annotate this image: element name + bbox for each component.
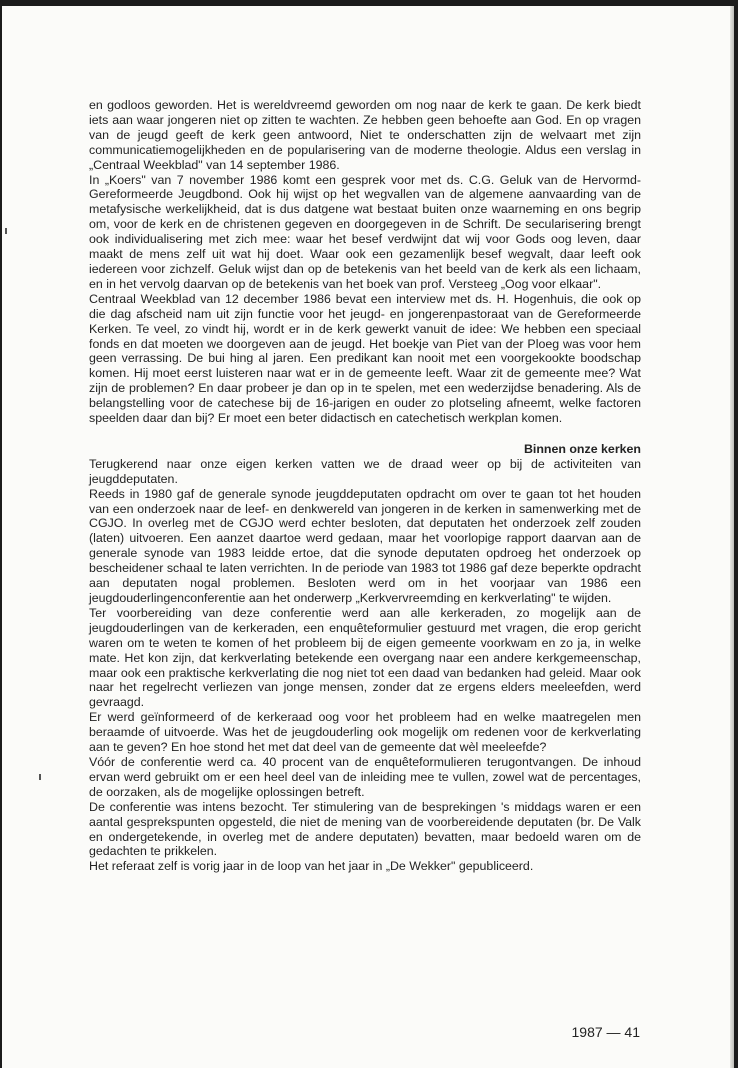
paragraph: Centraal Weekblad van 12 december 1986 bevat een interview met ds. H. Hogenhuis, die ook op die dag afscheid nam uit zijn functie voor het jeugd- en jongerenpastoraat van de Gereformeerde Kerken. Te veel, zo vindt hij, wordt er in de kerk gewerkt vanuit de idee: We hebben een speciaal fonds en dat moeten we doorgeven aan de jeugd. Het boekje van Piet van der Ploeg was voor hem geen verrassing. De bui hing al jaren. Een predikant kan nooit met een voorgekookte boodschap komen. Hij moet eerst luisteren naar wat er in de gemeente leeft. Waar zit de gemeente mee? Wat zijn de problemen? En daar probeer je dan op in te spelen, met een wederzijdse benadering. Als de belangstelling voor de catechese bij de 16-jarigen en ouder zo plotseling afneemt, welke factoren speelden daar dan bij? Er moet een beter didactisch en catechetisch werkplan komen. xyxy=(89,291,641,426)
body-text xyxy=(89,98,641,874)
section-heading: Binnen onze kerken xyxy=(523,441,641,456)
paragraph: De conferentie was intens bezocht. Ter stimulering van de besprekingen 's middags waren er een aantal gesprekspunten opgesteld, die niet de mening van de voorbereidende deputaten (br. De Valk en ondergetekende, in overleg met de andere deputaten) bevatten, maar bedoeld waren om de gedachten te prikkelen. xyxy=(89,799,641,859)
margin-mark xyxy=(39,774,41,780)
paragraph: Vóór de conferentie werd ca. 40 procent van de enquêteformulieren terugontvangen. De inhoud ervan werd gebruikt om er een heel deel van de inleiding mee te vullen, zowel wat de percentages, de oorzaken, als de mogelijke oplossingen betreft. xyxy=(89,754,641,799)
paragraph: Het referaat zelf is vorig jaar in de loop van het jaar in „De Wekker" gepubliceerd. xyxy=(89,859,534,874)
page-number: 1987 — 41 xyxy=(571,1024,640,1040)
scanned-page xyxy=(2,6,734,1068)
paragraph: en godloos geworden. Het is wereldvreemd geworden om nog naar de kerk te gaan. De kerk biedt iets aan waar jongeren niet op zitten te wachten. Ze hebben geen behoefte aan God. En op vragen van de jeugd geeft de kerk geen antwoord, Niet te onderschatten zijn de welvaart met zijn communicatiemogelijkheden en de popularisering van de moderne theologie. Aldus een verslag in „Centraal Weekblad" van 14 september 1986. xyxy=(89,98,641,172)
section-gap xyxy=(89,426,641,442)
page-edge xyxy=(730,6,734,1068)
paragraph: Er werd geïnformeerd of de kerkeraad oog voor het probleem had en welke maatregelen men beraamde of uitvoerde. Was het de jeugdouderling ook mogelijk om redenen voor de kerkverlating aan te geven? En hoe stond het met dat deel van de gemeente dat wèl meeleefde? xyxy=(89,710,641,755)
paragraph: In „Koers" van 7 november 1986 komt een gesprek voor met ds. C.G. Geluk van de Hervormd-Gereformeerde Jeugdbond. Ook hij wijst op het wegvallen van de algemene aanvaarding van de metafysische werkelijkheid, dat is dus datgene wat bestaat buiten onze waarneming en ons begrip om, voor de kerk en de christenen gegeven en doorgegeven in de Schrift. De secularisering brengt ook individualisering met zich mee: waar het besef verdwijnt dat wij voor Gods oog leven, daar maakt de mens zelf uit wat hij doet. Waar ook een gezamenlijk besef wegvalt, daar leeft ook iedereen voor zichzelf. Geluk wijst dan op de betekenis van het beeld van de kerk als een lichaam, en in het vervolg daarvan op de betekenis van het boek van prof. Versteeg „Oog voor elkaar". xyxy=(89,172,641,291)
paragraph: Terugkerend naar onze eigen kerken vatten we de draad weer op bij de activiteiten van jeugddeputaten. xyxy=(89,456,641,486)
paragraph: Ter voorbereiding van deze conferentie werd aan alle kerkeraden, zo mogelijk aan de jeugdouderlingen van de kerkeraden, een enquêteformulier gestuurd met vragen, die erop gericht waren om te weten te komen of het probleem bij de eigen gemeente voorkwam en zo ja, in welke mate. Het kon zijn, dat kerkverlating betekende een overgang naar een andere kerkgemeenschap, maar ook een praktische kerkverlating die nog niet tot een daad van bedanken had geleid. Maar ook naar het regelrecht verliezen van jonge mensen, zonder dat ze ergens elders meeleefden, werd gevraagd. xyxy=(89,605,641,710)
margin-mark xyxy=(5,228,7,234)
paragraph: Reeds in 1980 gaf de generale synode jeugddeputaten opdracht om over te gaan tot het houden van een onderzoek naar de leef- en denkwereld van jongeren in de kerken in samenwerking met de CGJO. In overleg met de CGJO werd echter besloten, dat deputaten het onderzoek zelf zouden (laten) uitvoeren. Een aanzet daartoe werd gedaan, maar het voorlopige rapport daarvan aan de generale synode van 1983 leidde ertoe, dat die synode deputaten opdroeg het onderzoek op bescheidener schaal te laten verrichten. In de periode van 1983 tot 1986 gaf deze beperkte opdracht aan deputaten nogal problemen. Besloten werd om in het voorjaar van 1986 een jeugdouderlingenconferentie aan het onderwerp „Kerkvervreemding en kerkverlating" te wijden. xyxy=(89,486,641,605)
